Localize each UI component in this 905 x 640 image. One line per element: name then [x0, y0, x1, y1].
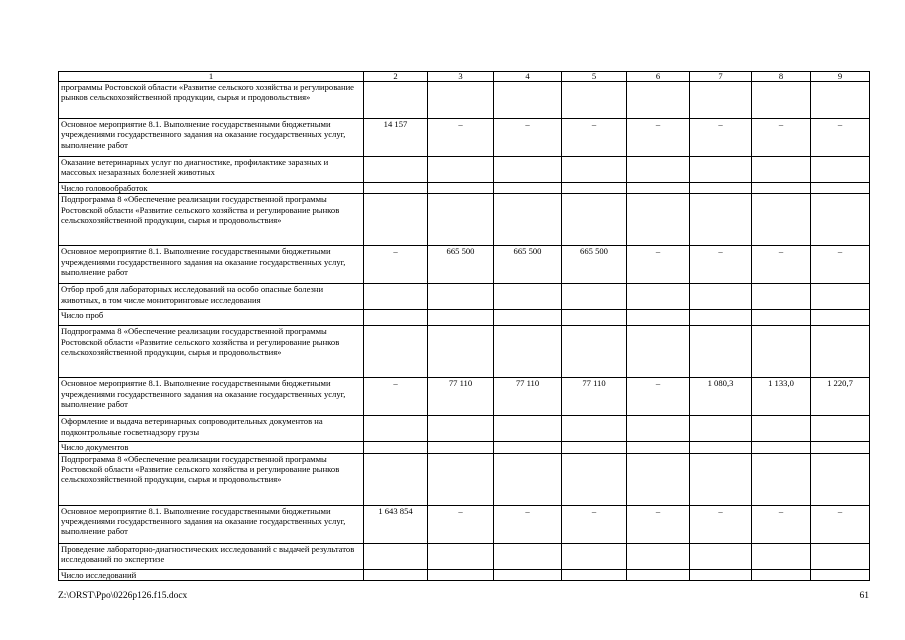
value-cell — [690, 157, 752, 183]
value-cell — [428, 284, 494, 310]
value-cell — [364, 453, 428, 505]
header-cell: 8 — [752, 72, 811, 82]
value-cell — [494, 194, 562, 246]
header-cell: 1 — [59, 72, 364, 82]
value-cell: – — [811, 505, 870, 543]
row-description: Основное мероприятие 8.1. Выполнение государственными бюджетными учреждениями государственного задания на оказание государственных услуг, выполнение работ — [59, 119, 364, 157]
value-cell: 665 500 — [494, 246, 562, 284]
header-cell: 6 — [627, 72, 690, 82]
value-cell — [494, 453, 562, 505]
value-cell — [562, 453, 627, 505]
row-description: Основное мероприятие 8.1. Выполнение государственными бюджетными учреждениями государственного задания на оказание государственных услуг, выполнение работ — [59, 378, 364, 416]
value-cell: – — [494, 505, 562, 543]
value-cell — [494, 284, 562, 310]
value-cell — [811, 326, 870, 378]
row-description: Основное мероприятие 8.1. Выполнение государственными бюджетными учреждениями государственного задания на оказание государственных услуг, выполнение работ — [59, 505, 364, 543]
row-description: Число документов — [59, 442, 364, 453]
value-cell — [752, 310, 811, 326]
row-description: Число проб — [59, 310, 364, 326]
footer-page-number: 61 — [859, 591, 869, 601]
table-row — [59, 442, 870, 453]
value-cell — [690, 326, 752, 378]
value-cell: – — [627, 119, 690, 157]
value-cell: 77 110 — [562, 378, 627, 416]
table-row — [59, 543, 870, 569]
value-cell: 1 220,7 — [811, 378, 870, 416]
value-cell — [494, 183, 562, 194]
value-cell — [811, 157, 870, 183]
value-cell — [364, 82, 428, 119]
value-cell — [428, 543, 494, 569]
table-row — [59, 378, 870, 416]
value-cell — [811, 442, 870, 453]
value-cell — [752, 569, 811, 580]
table-row — [59, 194, 870, 246]
value-cell — [627, 82, 690, 119]
row-description: программы Ростовской области «Развитие сельского хозяйства и регулирование рынков сельскохозяйственной продукции, сырья и продовольствия» — [59, 82, 364, 119]
value-cell — [562, 326, 627, 378]
value-cell — [627, 416, 690, 442]
value-cell: – — [690, 505, 752, 543]
value-cell — [627, 326, 690, 378]
value-cell — [364, 310, 428, 326]
value-cell — [811, 183, 870, 194]
value-cell: 77 110 — [428, 378, 494, 416]
table-row — [59, 326, 870, 378]
value-cell — [428, 442, 494, 453]
value-cell — [752, 326, 811, 378]
value-cell: 1 643 854 — [364, 505, 428, 543]
value-cell — [752, 157, 811, 183]
value-cell — [428, 194, 494, 246]
value-cell: – — [811, 246, 870, 284]
value-cell — [690, 194, 752, 246]
value-cell — [690, 442, 752, 453]
value-cell: – — [428, 119, 494, 157]
value-cell: – — [752, 505, 811, 543]
value-cell — [811, 453, 870, 505]
table-row — [59, 183, 870, 194]
value-cell — [690, 183, 752, 194]
row-description: Оформление и выдача ветеринарных сопроводительных документов на подконтрольные госветнадзору грузы — [59, 416, 364, 442]
value-cell — [811, 284, 870, 310]
value-cell: – — [364, 246, 428, 284]
value-cell — [811, 310, 870, 326]
value-cell — [627, 442, 690, 453]
table-row — [59, 82, 870, 119]
value-cell: 1 133,0 — [752, 378, 811, 416]
value-cell — [752, 442, 811, 453]
value-cell: 665 500 — [428, 246, 494, 284]
value-cell — [627, 453, 690, 505]
value-cell — [428, 453, 494, 505]
row-description: Проведение лабораторно-диагностических исследований с выдачей результатов исследований по экспертизе — [59, 543, 364, 569]
value-cell — [690, 543, 752, 569]
value-cell — [811, 416, 870, 442]
value-cell — [428, 310, 494, 326]
value-cell — [562, 183, 627, 194]
value-cell — [811, 543, 870, 569]
value-cell — [364, 284, 428, 310]
value-cell — [690, 310, 752, 326]
value-cell — [562, 310, 627, 326]
value-cell: – — [364, 378, 428, 416]
value-cell — [752, 194, 811, 246]
value-cell — [562, 416, 627, 442]
data-table — [58, 71, 870, 581]
value-cell — [494, 543, 562, 569]
header-cell: 4 — [494, 72, 562, 82]
row-description: Подпрограмма 8 «Обеспечение реализации государственной программы Ростовской области «Развитие сельского хозяйства и регулирование рынков сельскохозяйственной продукции, сырья и продовольствия» — [59, 194, 364, 246]
value-cell — [811, 82, 870, 119]
value-cell: 77 110 — [494, 378, 562, 416]
header-cell: 7 — [690, 72, 752, 82]
value-cell — [562, 543, 627, 569]
table-row — [59, 505, 870, 543]
value-cell: – — [627, 246, 690, 284]
value-cell — [752, 82, 811, 119]
value-cell — [811, 194, 870, 246]
value-cell: – — [562, 505, 627, 543]
value-cell: – — [627, 505, 690, 543]
value-cell: 14 157 — [364, 119, 428, 157]
value-cell — [364, 183, 428, 194]
value-cell — [428, 82, 494, 119]
value-cell: – — [428, 505, 494, 543]
value-cell — [690, 82, 752, 119]
value-cell — [364, 569, 428, 580]
table-row — [59, 416, 870, 442]
value-cell — [690, 453, 752, 505]
row-description: Число исследований — [59, 569, 364, 580]
value-cell — [627, 183, 690, 194]
value-cell — [562, 157, 627, 183]
header-cell: 3 — [428, 72, 494, 82]
header-row — [59, 72, 870, 82]
value-cell — [494, 157, 562, 183]
header-cell: 9 — [811, 72, 870, 82]
value-cell — [627, 284, 690, 310]
value-cell — [428, 157, 494, 183]
value-cell: – — [752, 119, 811, 157]
value-cell: – — [627, 378, 690, 416]
value-cell — [562, 82, 627, 119]
table-row — [59, 310, 870, 326]
value-cell: 1 080,3 — [690, 378, 752, 416]
table-row — [59, 157, 870, 183]
value-cell — [364, 194, 428, 246]
value-cell — [494, 82, 562, 119]
value-cell — [428, 326, 494, 378]
footer-file-path: Z:\ORST\Ppo\0226p126.f15.docx — [58, 591, 188, 601]
value-cell: – — [690, 246, 752, 284]
row-description: Подпрограмма 8 «Обеспечение реализации государственной программы Ростовской области «Развитие сельского хозяйства и регулирование рынков сельскохозяйственной продукции, сырья и продовольствия» — [59, 453, 364, 505]
value-cell — [562, 194, 627, 246]
table-row — [59, 569, 870, 580]
value-cell — [494, 326, 562, 378]
value-cell — [428, 183, 494, 194]
value-cell: – — [562, 119, 627, 157]
value-cell — [494, 310, 562, 326]
value-cell: – — [690, 119, 752, 157]
value-cell — [690, 569, 752, 580]
value-cell: – — [752, 246, 811, 284]
value-cell — [690, 284, 752, 310]
table-row — [59, 119, 870, 157]
row-description: Основное мероприятие 8.1. Выполнение государственными бюджетными учреждениями государственного задания на оказание государственных услуг, выполнение работ — [59, 246, 364, 284]
value-cell — [562, 284, 627, 310]
value-cell — [562, 569, 627, 580]
value-cell — [428, 569, 494, 580]
value-cell — [752, 284, 811, 310]
value-cell — [752, 183, 811, 194]
value-cell: – — [494, 119, 562, 157]
value-cell — [364, 416, 428, 442]
value-cell — [811, 569, 870, 580]
value-cell — [494, 569, 562, 580]
row-description: Число головообработок — [59, 183, 364, 194]
value-cell — [494, 416, 562, 442]
value-cell — [364, 157, 428, 183]
row-description: Оказание ветеринарных услуг по диагностике, профилактике заразных и массовых незаразных болезней животных — [59, 157, 364, 183]
table-row — [59, 246, 870, 284]
row-description: Отбор проб для лабораторных исследований на особо опасные болезни животных, в том числе мониторинговые исследования — [59, 284, 364, 310]
value-cell: 665 500 — [562, 246, 627, 284]
header-cell: 5 — [562, 72, 627, 82]
header-cell: 2 — [364, 72, 428, 82]
table-row — [59, 453, 870, 505]
value-cell — [627, 543, 690, 569]
value-cell — [627, 157, 690, 183]
value-cell — [627, 310, 690, 326]
value-cell — [752, 543, 811, 569]
value-cell — [562, 442, 627, 453]
value-cell — [494, 442, 562, 453]
table-row — [59, 284, 870, 310]
value-cell — [627, 194, 690, 246]
value-cell — [690, 416, 752, 442]
value-cell — [752, 416, 811, 442]
row-description: Подпрограмма 8 «Обеспечение реализации государственной программы Ростовской области «Развитие сельского хозяйства и регулирование рынков сельскохозяйственной продукции, сырья и продовольствия» — [59, 326, 364, 378]
value-cell — [627, 569, 690, 580]
value-cell: – — [811, 119, 870, 157]
value-cell — [364, 326, 428, 378]
value-cell — [428, 416, 494, 442]
value-cell — [364, 543, 428, 569]
value-cell — [752, 453, 811, 505]
value-cell — [364, 442, 428, 453]
